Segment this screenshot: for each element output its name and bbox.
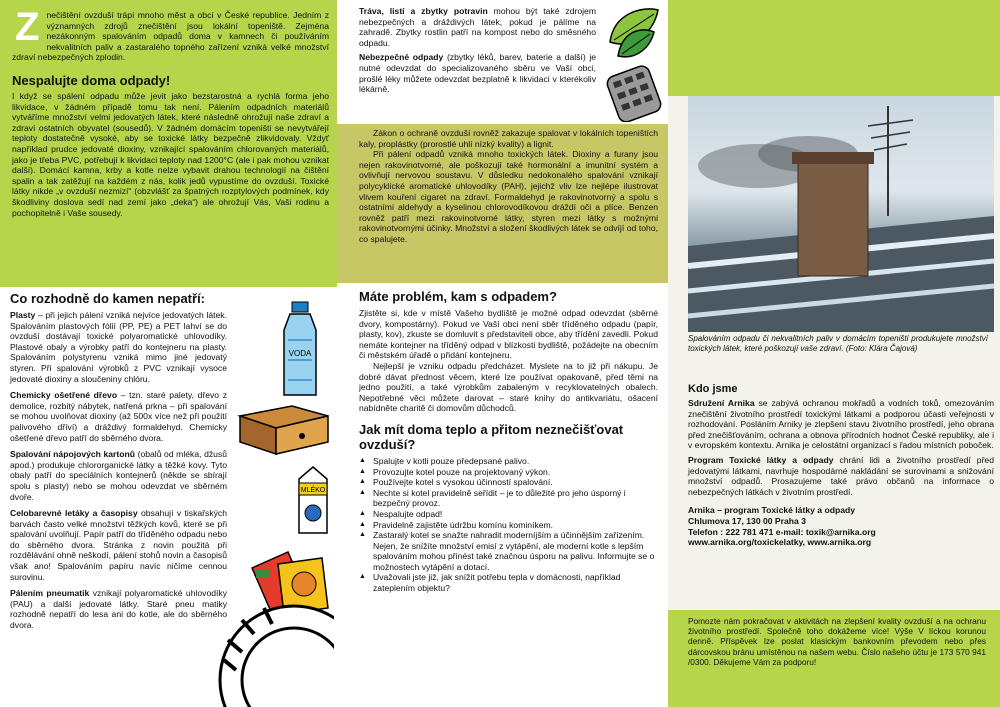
carton-label: MLÉKO: [300, 487, 326, 494]
about-heading: Kdo jsme: [688, 383, 738, 395]
photo-caption: Spalováním odpadu či nekvalitních paliv v domácím topeništi produkujete množství toxických látek, které poškozují vaše zdraví. (Foto: Klára Čajová): [688, 334, 988, 353]
list-item: ▲ Nechte si kotel pravidelně seřídit – je to důležité pro jeho úsporný i bezpečný provoz.: [359, 488, 658, 509]
list-item: ▲ Provozujte kotel pouze na projektovaný výkon.: [359, 467, 658, 478]
toxins-paragraph: Při pálení odpadů vzniká mnoho toxických látek. Dioxiny a furany jsou nejen rakovinotvorné, ale poškozují také hormonální a imunitní systém a ovlivňují nervovou soustavu. V důsledku nedokonalého spalování vznikají polycyklické aromatické uhlovodíky (PAH), jejichž vliv lze nejlépe ilustrovat vlivem kouření cigaret na zdraví. Formaldehyd je rakovinotvorný a spolu s ostatními aldehydy a kyselinou chlorovodíkovou dráždí oči a plíce. Benzen rovněž patří mezi rakovinotvorné látky, styren mezi látky s možnými rakovinotvornými účinky. Množství a složení škodlivých látek se odvíjí od toho, co spalujete.: [359, 149, 658, 244]
contact-line: www.arnika.org/toxickelatky, www.arnika.org: [688, 537, 872, 548]
list-item: ▲ Spalujte v kotli pouze předepsané palivo.: [359, 456, 658, 467]
list-item: ▲ Zastaralý kotel se snažte nahradit moderníjším a účinnějším zařízením. Nejen, že snížíte množství emisí z vytápění, ale moderní kotle s lepším spalováním mohou přinést také značnou úsporu na palivu. Informujte se o možnostech vytápění a dotací.: [359, 530, 658, 572]
about-section: [688, 383, 994, 548]
about-paragraph: Sdružení Arnika se zabývá ochranou mokřadů a vodních toků, omezováním znečištění životního prostředí toxickými látkami a podporou účasti veřejnosti v rozhodování. Posláním Arniky je zlepšení stavu životního prostředí, jeho obrana před znečišťováním, ochrana a obnova přírodních hodnot České republiky, ale i v evropském kontextu. Arnika je celostátní organizací s řadou místních poboček.: [688, 398, 994, 451]
waste-paragraph-1: Zjistěte si, kde v místě Vašeho bydliště je možné odpad odevzdat (sběrné dvory, kompostárny). Pokud ve Vaší obci není sběr tříděného odpadu (papír, plasty, kov), zkuste se domluvit s představiteli obce, aby třídění zavedli. Pokud nemáte kontejner na tříděný odpad v blízkosti bydliště, požádejte na obecním či městském úřadě o přidání kontejneru.: [359, 308, 658, 361]
law-paragraph: Zákon o ochraně ovzduší rovněž zakazuje spalovat v lokálních topeništích kaly, proplástky (prorostlé uhlí nízký kvality) a lignit.: [359, 128, 658, 149]
list-item: ▲ Uvažovali jste již, jak snížit potřebu tepla v domácnosti, například zateplením objektu?: [359, 572, 658, 593]
waste-paragraph-2: Nejlepší je vzniku odpadu předcházet. Myslete na to již při nákupu. Je dobré dávat přednost věcem, které lze používat opakovaně, před těmi na jedno použití, a také výrobkům zabaleným v recyklovatelných obalech. Nepotřebné věci můžete darovat – staré knihy do antikvariátu, ošacení nabídněte charitě či domovům důchodců.: [359, 360, 658, 414]
heading-waste-problem: Máte problém, kam s odpadem?: [359, 289, 557, 304]
column-right: [668, 0, 1000, 707]
item-garden-waste: Tráva, listí a zbytky potravin mohou být také zdrojem nebezpečných a dráždivých látek, pokud je pálíme na zahradě. Zbytky rostlin patří na kompost nebo do směsného odpadu.: [359, 6, 596, 48]
contact-line: Telefon : 222 781 471 e-mail: toxik@arnika.org: [688, 526, 876, 537]
column-middle: [337, 0, 668, 707]
item-cartons: Spalování nápojových kartonů (obalů od mléka, džusů apod.) produkuje chlororganické látky a těžké kovy. Tyto obaly patří do speciálních kontejnerů (někde se sbírají spolu s plasty) nebo se mohou odevzdat ve sběrném dvoře.: [10, 449, 227, 502]
heading-not-in-stove: Co rozhodně do kamen nepatří:: [10, 291, 206, 306]
column-left: [0, 0, 337, 707]
heading-no-burning: Nespalujte doma odpady!: [12, 72, 171, 88]
drawer-illustration: [232, 398, 332, 458]
leaves-illustration: [604, 2, 664, 64]
milk-carton-illustration: [293, 465, 333, 535]
contact-line: Chlumova 17, 130 00 Praha 3: [688, 515, 806, 526]
chimney-photo-drawing: [688, 96, 994, 332]
item-magazines: Celobarevné letáky a časopisy obsahují v tiskařských barvách často velké množství těžkých kovů, které se při spalování uvolňují. Papír patří do tříděného odpadu nebo do sběrného dvora. Stránka z novin použitá při rozdělávání ohně neškodí, pálení stohů novin a časopisů však ano! Spalováním papíru navíc ničíme cennou surovinu.: [10, 508, 227, 582]
bottle-label: VODA: [288, 349, 312, 358]
remote-illustration: [606, 64, 662, 122]
item-tires: Pálením pneumatik vznikají polyaromatické uhlovodíky (PAU) a další jedovaté látky. Staré pneu matiky rozhodně nepatří do lesa ani do kotle, ale do sběrného dvora.: [10, 588, 228, 631]
list-item: ▲ Používejte kotel s vysokou účinností spalování.: [359, 477, 658, 488]
program-paragraph: Program Toxické látky a odpady chrání lidi a životního prostředí před jedovatými látkami, navrhuje hospodárné nakládání se surovinami a snižování množství odpadů. Prosazujeme také právo občanů na informace o nebezpečných látkách v životním prostředí.: [688, 454, 994, 497]
bottle-illustration: [270, 300, 330, 400]
top-green-band: [668, 0, 1000, 96]
heading-warm-home: Jak mít doma teplo a přitom neznečišťovat ovzduší?: [359, 421, 624, 452]
top-box: [337, 0, 668, 124]
intro: [12, 5, 329, 63]
item-plastics: Plasty – při jejich pálení vzniká nejvíce jedovatých látek. Spalováním plastových fólií (PP, PE) a PET lahví se do ovzduší dostávají toxické polyaromatické uhlovodíky. Plastové obaly a výrobky patří do kontejneru na plasty. Spalováním polystyrenu vzniká mimo jiné jedovatý styren. Při spalování výrobků z PVC vznikají vysoce jedovaté dioxiny a sloučeniny chlóru.: [10, 310, 227, 384]
list-item: ▲ Pravidelně zajistěte údržbu komínu kominíkem.: [359, 520, 658, 531]
lower-box: [337, 283, 668, 707]
middle-section: [337, 124, 668, 245]
support-box: [668, 610, 1000, 707]
tire-illustration: [214, 600, 334, 707]
contact-block: [688, 505, 994, 547]
chimney-photo: [688, 96, 994, 332]
intro-text: nečištění ovzduší trápí mnoho měst a obcí v České republice. Jedním z významných zdrojů znečištění jsou lokální topeniště. Zejména nezákonným spalováním odpadů doma v kamnech či používáním nekvalitních paliv a zastaralého topného zařízení vzniká velké množství zdraví nebezpečných zplodin.: [12, 10, 329, 63]
item-hazardous: Nebezpečné odpady (zbytky léků, barev, baterie a další) je nutné odevzdat do specializovaného sběru ve Vaší obci, prošlé léky můžete odevzdat bezplatně k likvidaci v kterékoliv lékárně.: [359, 52, 597, 95]
contact-line: Arnika – program Toxické látky a odpady: [688, 505, 855, 516]
tips-list: [359, 456, 658, 594]
list-item: ▲ Nespalujte odpad!: [359, 509, 658, 520]
item-wood: Chemicky ošetřené dřevo – tzn. staré palety, dřevo z demolice, rozbitý nábytek, natřená prkna – při spalování se mohou uvolňovat dioxiny (až 500x více než při použití palivového dříví) a dráždivý formaldehyd. Chemicky ošetřené dřevo patří do sběrného dvora.: [10, 390, 227, 443]
para-no-burning: I když se spálení odpadu může jevit jako bezstarostná a rychlá forma jeho likvidace, v žádném případě tomu tak není. Pálením odpadních materiálů vytváříme množství velmi jedovatých látek, které následně ohrožují naše zdraví a zdraví ostatních obyvatel (sousedů). V žádném domácím topeništi se nevytvářejí teploty dostatečně vysoké, aby se toxické látky bezpečně zlikvidovaly. Vždyť například prudce jedovaté dioxiny, vznikající spalováním chlorovaných materiálů, jako je třeba PVC, potřebují k likvidaci teploty nad 1200°C (ale i pak mohou vznikat další). Domácí kamna, krby a kotle nelze vybavit drahou technologií na čištění spalin a tak zatěžují na každém z nás, kolik jedů vypustíme do ovzduší. Toxické látky nikde „v ovzduší nezmizí“ (obzvlášť za špatných rozptylových podmínek, kdy škodliviny doslova sedí nad zemí jako „deka“) ale ohrožují Vás, Vaši rodinu a pochopitelně i Vaše sousedy.: [12, 90, 329, 218]
support-text: Pomozte nám pokračovat v aktivitách na zlepšení kvality ovzduší a na ochranu životního prostředí. Společně toho dokážeme více! Výše V líckou korunou denně. Příspěvek lze poslat klasickým bankovním převodem nebo přes dárcovskou bránu umístěnou na našem webu. Číslo našeho účtu je 173 570 941 /0300. Děkujeme Vám za podporu!: [688, 616, 986, 667]
drop-cap: Z: [12, 10, 42, 44]
